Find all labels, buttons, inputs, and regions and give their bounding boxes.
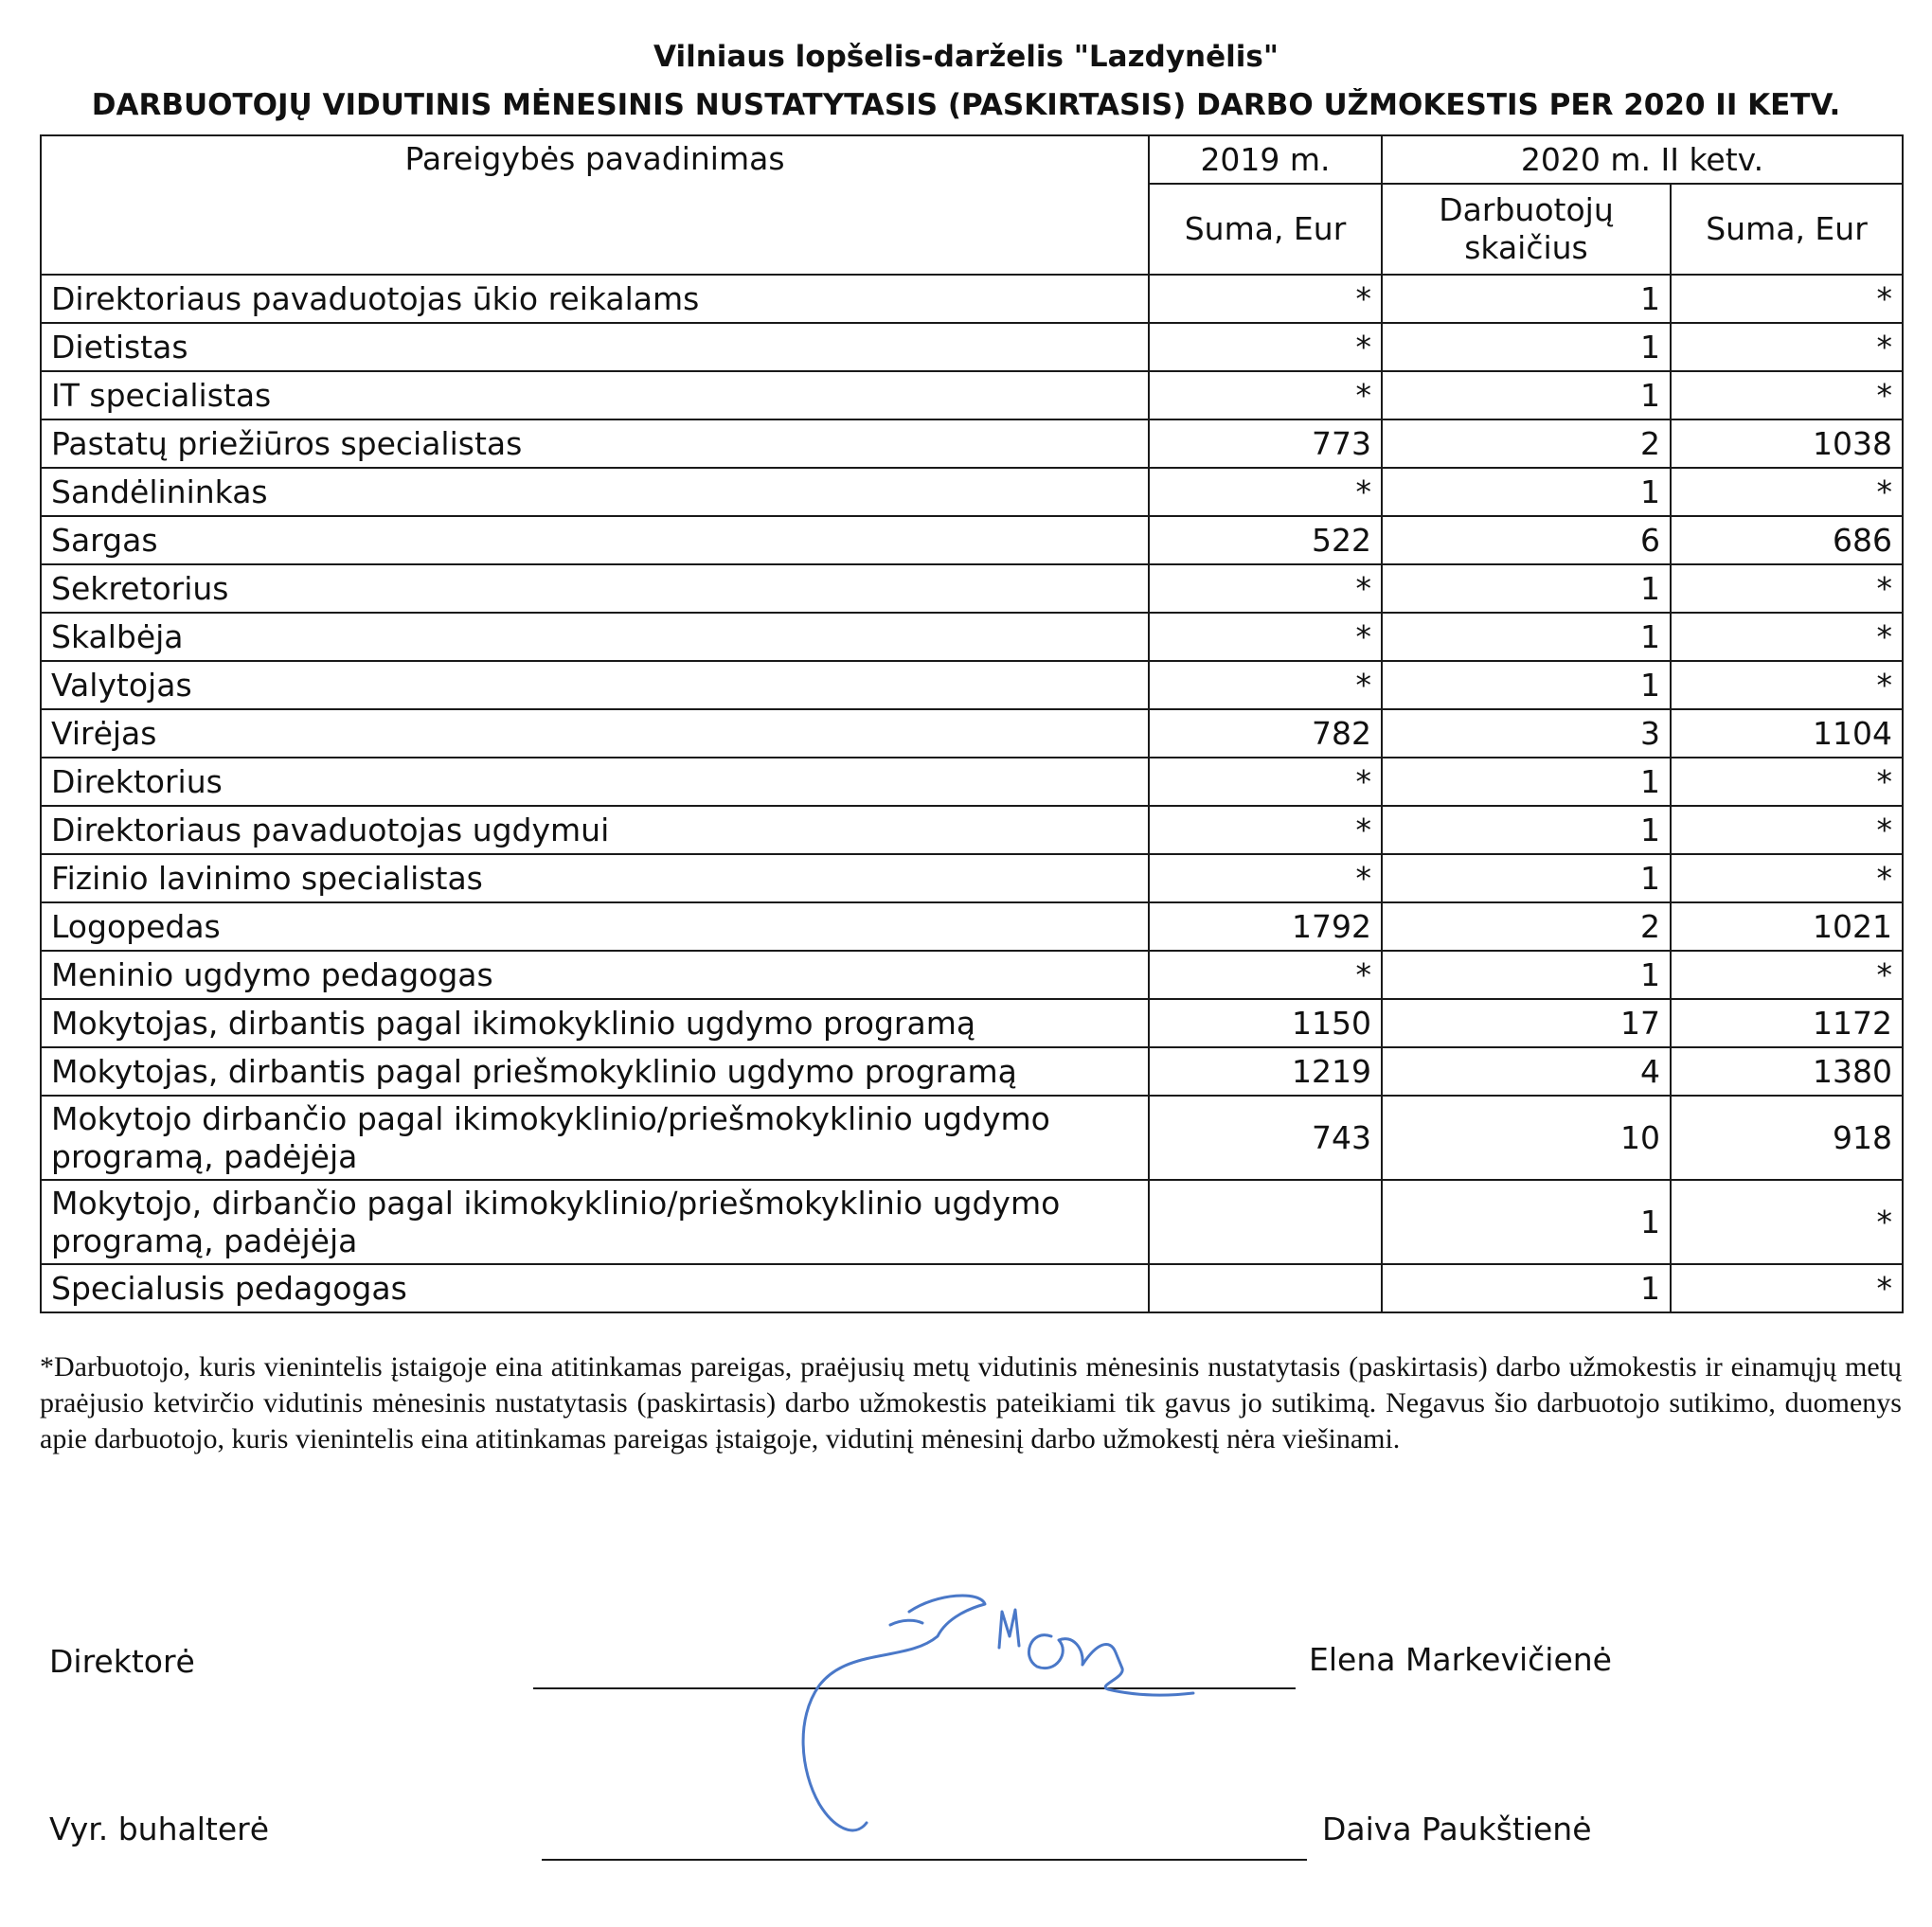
table-row: [41, 516, 1903, 564]
employee-count-cell: 2: [1382, 419, 1671, 468]
table-row: [41, 468, 1903, 516]
table-row: [41, 806, 1903, 854]
director-handwritten-signature: [796, 1591, 1212, 1856]
accountant-signature-line: [542, 1859, 1307, 1861]
sum-2020-cell: *: [1671, 661, 1903, 709]
position-cell: Mokytojo dirbančio pagal ikimokyklinio/priešmokyklinio ugdymo programą, padėjėja: [41, 1096, 1149, 1180]
table-row: [41, 902, 1903, 951]
table-row: [41, 1180, 1903, 1264]
sum-2019-cell: *: [1149, 758, 1382, 806]
sum-2019-cell: 522: [1149, 516, 1382, 564]
sum-2020-cell: 1021: [1671, 902, 1903, 951]
employee-count-cell: 1: [1382, 564, 1671, 613]
header-employee-count: Darbuotojų skaičius: [1382, 184, 1671, 275]
sum-2020-cell: 918: [1671, 1096, 1903, 1180]
sum-2020-cell: *: [1671, 275, 1903, 323]
employee-count-cell: 2: [1382, 902, 1671, 951]
position-cell: Dietistas: [41, 323, 1149, 371]
table-row: [41, 371, 1903, 419]
sum-2020-cell: *: [1671, 371, 1903, 419]
employee-count-cell: 1: [1382, 613, 1671, 661]
sum-2020-cell: 686: [1671, 516, 1903, 564]
salary-table: [40, 134, 1904, 1313]
director-role: Direktorė: [49, 1643, 195, 1680]
table-row: [41, 275, 1903, 323]
employee-count-cell: 1: [1382, 1180, 1671, 1264]
employee-count-cell: 4: [1382, 1047, 1671, 1096]
sum-2019-cell: *: [1149, 951, 1382, 999]
position-cell: Meninio ugdymo pedagogas: [41, 951, 1149, 999]
salary-table-body: [41, 135, 1903, 1312]
institution-name: Vilniaus lopšelis-darželis "Lazdynėlis": [653, 40, 1279, 74]
sum-2019-cell: *: [1149, 564, 1382, 613]
table-row: [41, 1264, 1903, 1312]
sum-2020-cell: *: [1671, 1264, 1903, 1312]
sum-2019-cell: [1149, 1264, 1382, 1312]
sum-2019-cell: *: [1149, 323, 1382, 371]
employee-count-cell: 1: [1382, 661, 1671, 709]
employee-count-cell: 1: [1382, 323, 1671, 371]
position-cell: Valytojas: [41, 661, 1149, 709]
position-cell: Mokytojas, dirbantis pagal ikimokyklinio ugdymo programą: [41, 999, 1149, 1047]
sum-2020-cell: *: [1671, 468, 1903, 516]
table-header-row: [41, 135, 1903, 184]
employee-count-cell: 1: [1382, 371, 1671, 419]
employee-count-cell: 3: [1382, 709, 1671, 758]
footnote: *Darbuotojo, kuris vienintelis įstaigoje eina atitinkamas pareigas, praėjusių metų vidutinis mėnesinis nustatytasis (paskirtasis) darbo užmokestis ir einamųjų metų praėjusio ketvirčio vidutinis mėnesinis nustatytasis (paskirtasis) darbo užmokestis pateikiami tik gavus jo sutikimą. Negavus šio darbuotojo sutikimo, duomenys apie darbuotojo, kuris vienintelis eina atitinkamas pareigas įstaigoje, vidutinį mėnesinį darbo užmokestį nėra viešinami.: [40, 1351, 1902, 1454]
header-2019: 2019 m.: [1149, 135, 1382, 184]
sum-2020-cell: *: [1671, 758, 1903, 806]
position-cell: Virėjas: [41, 709, 1149, 758]
table-row: [41, 758, 1903, 806]
accountant-name: Daiva Paukštienė: [1322, 1811, 1592, 1847]
employee-count-cell: 1: [1382, 468, 1671, 516]
employee-count-cell: 1: [1382, 275, 1671, 323]
sum-2019-cell: 782: [1149, 709, 1382, 758]
employee-count-cell: 1: [1382, 1264, 1671, 1312]
accountant-role: Vyr. buhalterė: [49, 1811, 270, 1847]
employee-count-cell: 6: [1382, 516, 1671, 564]
position-cell: Mokytojas, dirbantis pagal priešmokyklinio ugdymo programą: [41, 1047, 1149, 1096]
sum-2019-cell: *: [1149, 275, 1382, 323]
table-row: [41, 661, 1903, 709]
table-row: [41, 564, 1903, 613]
position-cell: Fizinio lavinimo specialistas: [41, 854, 1149, 902]
table-row: [41, 323, 1903, 371]
position-cell: Sandėlininkas: [41, 468, 1149, 516]
sum-2020-cell: *: [1671, 951, 1903, 999]
employee-count-cell: 1: [1382, 806, 1671, 854]
table-row: [41, 1096, 1903, 1180]
sum-2019-cell: 1150: [1149, 999, 1382, 1047]
employee-count-cell: 17: [1382, 999, 1671, 1047]
header-sum-2020: Suma, Eur: [1671, 184, 1903, 275]
sum-2020-cell: *: [1671, 806, 1903, 854]
sum-2019-cell: 1792: [1149, 902, 1382, 951]
position-cell: Skalbėja: [41, 613, 1149, 661]
position-cell: Direktoriaus pavaduotojas ūkio reikalams: [41, 275, 1149, 323]
position-cell: Pastatų priežiūros specialistas: [41, 419, 1149, 468]
position-cell: Logopedas: [41, 902, 1149, 951]
sum-2020-cell: *: [1671, 323, 1903, 371]
sum-2019-cell: *: [1149, 468, 1382, 516]
employee-count-cell: 1: [1382, 854, 1671, 902]
table-row: [41, 999, 1903, 1047]
sum-2019-cell: *: [1149, 613, 1382, 661]
position-cell: Sargas: [41, 516, 1149, 564]
position-cell: IT specialistas: [41, 371, 1149, 419]
sum-2020-cell: *: [1671, 854, 1903, 902]
sum-2019-cell: 743: [1149, 1096, 1382, 1180]
header-position: Pareigybės pavadinimas: [41, 135, 1149, 275]
position-cell: Sekretorius: [41, 564, 1149, 613]
sum-2019-cell: *: [1149, 806, 1382, 854]
sum-2020-cell: *: [1671, 564, 1903, 613]
employee-count-cell: 10: [1382, 1096, 1671, 1180]
sum-2019-cell: 1219: [1149, 1047, 1382, 1096]
position-cell: Specialusis pedagogas: [41, 1264, 1149, 1312]
position-cell: Direktorius: [41, 758, 1149, 806]
header-2020: 2020 m. II ketv.: [1382, 135, 1903, 184]
table-row: [41, 951, 1903, 999]
sum-2019-cell: 773: [1149, 419, 1382, 468]
director-name: Elena Markevičienė: [1309, 1641, 1612, 1678]
sum-2020-cell: 1038: [1671, 419, 1903, 468]
header-sum-2019: Suma, Eur: [1149, 184, 1382, 275]
table-row: [41, 854, 1903, 902]
employee-count-cell: 1: [1382, 758, 1671, 806]
sum-2020-cell: 1172: [1671, 999, 1903, 1047]
position-cell: Direktoriaus pavaduotojas ugdymui: [41, 806, 1149, 854]
sum-2020-cell: 1380: [1671, 1047, 1903, 1096]
table-row: [41, 1047, 1903, 1096]
table-row: [41, 613, 1903, 661]
sum-2019-cell: [1149, 1180, 1382, 1264]
employee-count-cell: 1: [1382, 951, 1671, 999]
sum-2019-cell: *: [1149, 371, 1382, 419]
sum-2020-cell: *: [1671, 1180, 1903, 1264]
sum-2019-cell: *: [1149, 661, 1382, 709]
table-row: [41, 709, 1903, 758]
sum-2019-cell: *: [1149, 854, 1382, 902]
document-title: DARBUOTOJŲ VIDUTINIS MĖNESINIS NUSTATYTASIS (PASKIRTASIS) DARBO UŽMOKESTIS PER 2020 II KETV.: [91, 88, 1841, 122]
position-cell: Mokytojo, dirbančio pagal ikimokyklinio/priešmokyklinio ugdymo programą, padėjėja: [41, 1180, 1149, 1264]
sum-2020-cell: *: [1671, 613, 1903, 661]
table-row: [41, 419, 1903, 468]
sum-2020-cell: 1104: [1671, 709, 1903, 758]
